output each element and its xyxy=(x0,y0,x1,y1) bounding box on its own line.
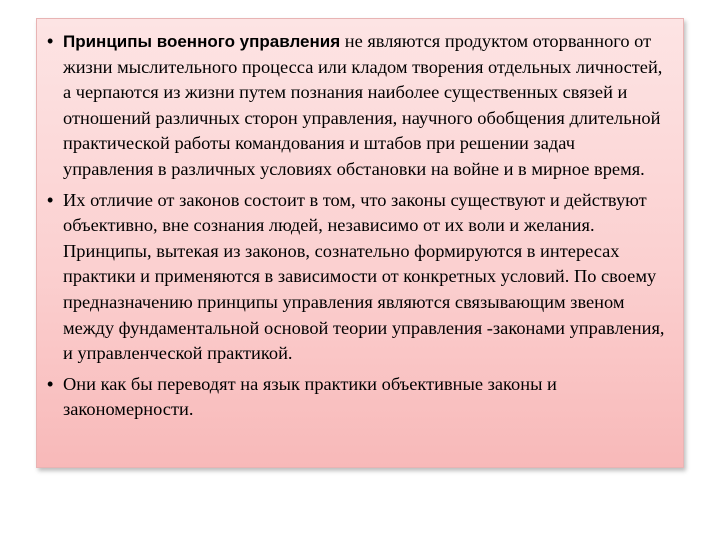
bullet-marker: • xyxy=(47,373,54,394)
bullet-list xyxy=(47,29,669,423)
bullet-text: Их отличие от законов состоит в том, что законы существуют и действуют объективно, вне сознания людей, независимо от их воли и желания. Принципы, вытекая из законов, сознательно формируются в интересах практики и применяются в зависимости от конкретных условий. По своему предназначению принципы управления являются связывающим звеном между фундаментальной основой теории управления -законами управления, и управленческой практикой. xyxy=(63,189,665,364)
bullet-item-principles xyxy=(47,29,669,183)
content-box xyxy=(36,18,684,468)
bullet-bold-lead: Принципы военного управления xyxy=(63,32,341,51)
bullet-marker: • xyxy=(47,31,54,51)
bullet-text: не являются продуктом оторванного от жизни мыслительного процесса или кладом творения отдельных личностей, а черпаются из жизни путем познания наиболее существенных связей и отношений различных сторон управления, научного обобщения длительной практической работы командования и штабов при решении задач управления в различных условиях обстановки на войне и в мирное время. xyxy=(63,31,663,179)
bullet-item-difference xyxy=(47,188,669,367)
bullet-item-translation xyxy=(47,372,669,423)
bullet-marker: • xyxy=(47,189,54,210)
bullet-text: Они как бы переводят на язык практики объективные законы и закономерности. xyxy=(63,373,557,420)
